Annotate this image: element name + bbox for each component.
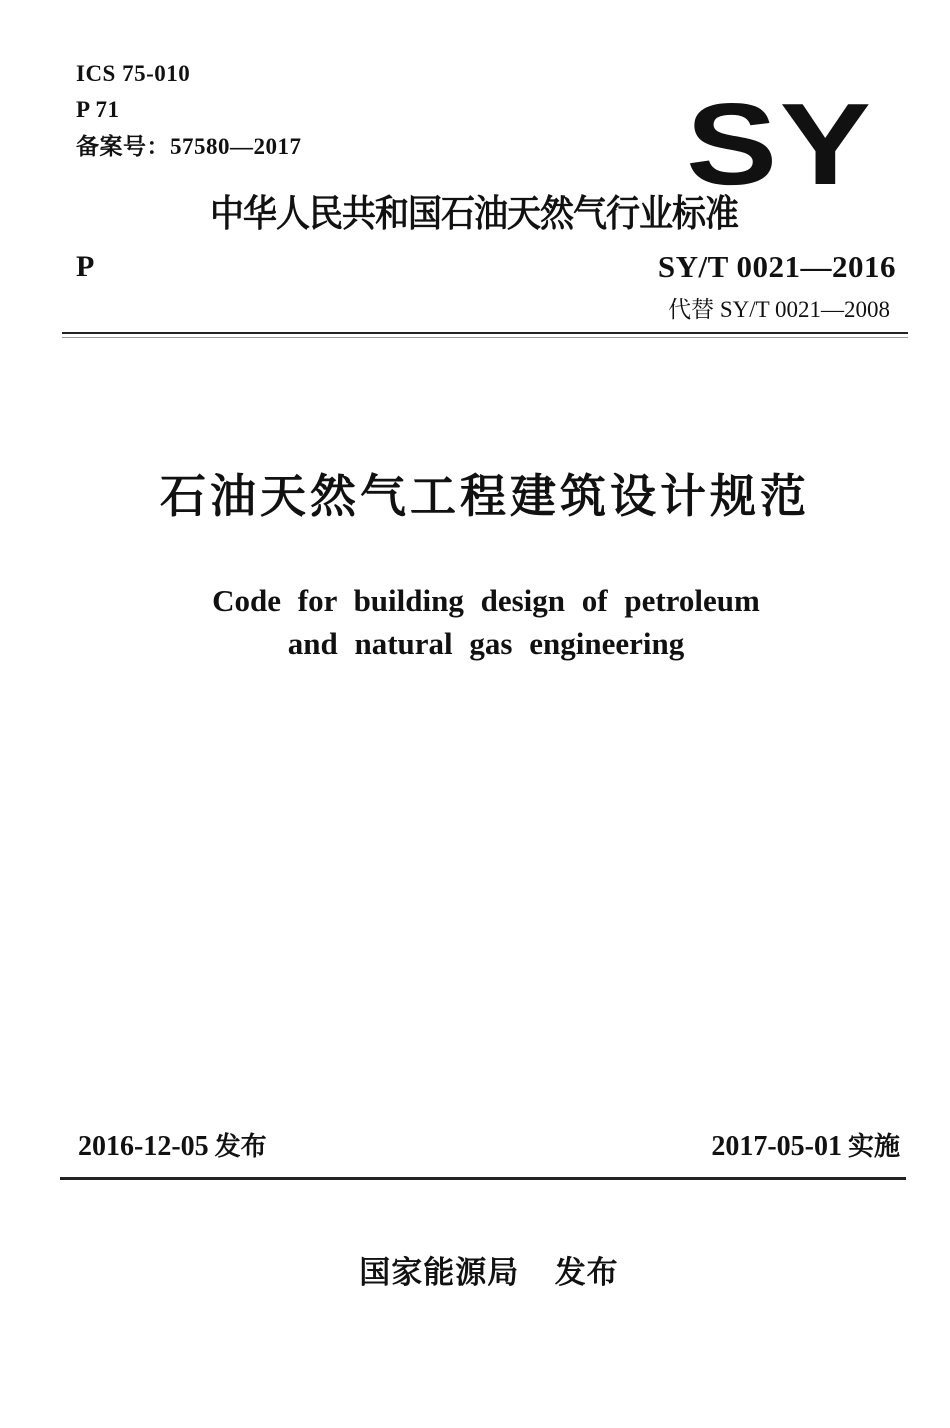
issue-date-line [78, 1128, 267, 1166]
title-english-line-2: and natural gas engineering [287, 626, 685, 661]
standard-type-heading: 中华人民共和国石油天然气行业标准 [210, 192, 738, 236]
header-divider [62, 332, 908, 334]
filing-number: 57580—2017 [170, 134, 302, 159]
standard-number: SY/T 0021—2016 [657, 249, 896, 284]
footer-divider [60, 1177, 906, 1180]
filing-label: 备案号： [76, 134, 170, 159]
publisher-action: 发布 [554, 1255, 619, 1291]
title-english-line-1: Code for building design of petroleum [212, 583, 760, 618]
replaces-standard: 代替 SY/T 0021—2008 [668, 297, 890, 322]
filing-number-line [76, 133, 302, 161]
issue-date: 2016-12-05 [78, 1131, 209, 1162]
category-code: P [76, 250, 95, 283]
publisher-line [0, 1252, 950, 1294]
ics-code: ICS 75-010 [76, 61, 191, 86]
implementation-label: 实施 [847, 1132, 900, 1162]
implementation-date: 2017-05-01 [711, 1131, 842, 1162]
title-chinese: 石油天然气工程建筑设计规范 [160, 469, 810, 523]
publisher-name: 国家能源局 [359, 1255, 520, 1291]
issue-label: 发布 [214, 1132, 267, 1162]
sy-logo: SY [686, 79, 874, 209]
header-divider-thin [62, 337, 908, 338]
implementation-date-line [711, 1128, 900, 1166]
classification-code: P 71 [76, 97, 120, 122]
